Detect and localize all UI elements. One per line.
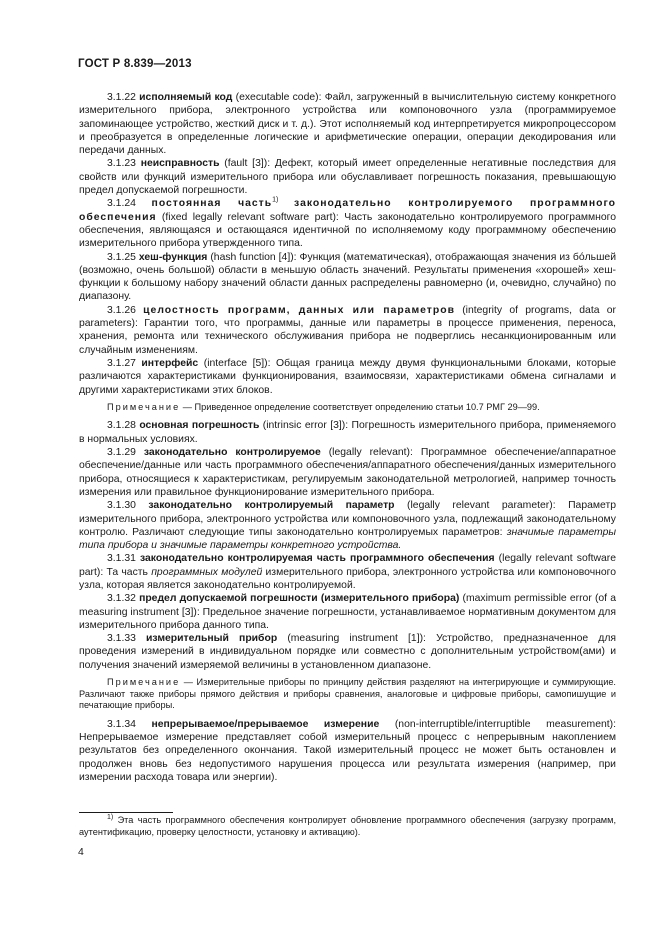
term-definition: (non-interruptible/interruptible measurement): Непрерываемое измерение представляет собой измерительный процесс с непрерывным накоплением результатов без определенного окончания. Такой измерительный процесс не может быть остановлен и продолжен вновь без недопустимого нарушения процесса или результата измерения (например, при измерении расхода товара или энергии). <box>79 718 616 784</box>
term-title: неисправность <box>140 158 220 170</box>
term-definition: (legally relevant parameter): Параметр измерительного прибора, электронного устройства или компоновочного узла, подлежащий законодательному контролю. Различают следующие типы законодательно контролируемых параметров: <box>79 500 616 538</box>
term-definition: (integrity of programs, data or parameters): Гарантии того, что программы, данные или параметры в процессе применения, переноса, хранения, ремонта или технического обслуживания прибора не подверглись несанкционированным или случайным изменениям. <box>79 304 616 356</box>
term-number: 3.1.22 <box>107 92 136 103</box>
term-title: хеш-функция <box>138 251 208 263</box>
note-label: Примечание <box>107 401 181 412</box>
term-3-1-29 <box>79 446 616 499</box>
term-3-1-32 <box>79 592 616 632</box>
term-definition: (maximum permissible error (of a measuring instrument [3]): Предельное значение погрешности, устанавливаемое нормативным документом для измерительного прибора данного типа. <box>79 593 617 631</box>
term-number: 3.1.24 <box>107 198 136 210</box>
term-3-1-22 <box>79 91 616 157</box>
term-number: 3.1.27 <box>107 357 136 369</box>
term-title: предел допускаемой погрешности (измерительного прибора) <box>139 593 460 605</box>
term-number: 3.1.25 <box>107 251 136 263</box>
term-title: интерфейс <box>141 357 199 369</box>
term-number: 3.1.31 <box>107 553 136 565</box>
term-title: законодательно контролируемый параметр <box>148 500 395 512</box>
term-3-1-33 <box>79 632 616 672</box>
term-definition: (intrinsic error [3]): Погрешность измерительного прибора, применяемого в нормальных условиях. <box>79 420 616 445</box>
term-title: основная погрешность <box>139 420 260 432</box>
page-number: 4 <box>78 847 84 858</box>
document-header: ГОСТ Р 8.839—2013 <box>78 58 192 70</box>
term-title: законодательно контролируемое <box>143 447 321 459</box>
note-2 <box>79 677 616 712</box>
term-3-1-28 <box>79 419 616 446</box>
term-number: 3.1.23 <box>107 158 136 170</box>
term-definition: (fault [3]): Дефект, который имеет определенные негативные последствия для свойств или функций измерительного прибора или обуславливает погрешность показания, превышающую предел допускаемой погрешности. <box>79 158 617 197</box>
term-3-1-34 <box>79 718 616 784</box>
term-emphasis: значимые параметры типа прибора и значимые параметры конкретного устройства. <box>79 526 616 552</box>
term-number: 3.1.30 <box>107 500 136 512</box>
term-definition: (executable code): Файл, загруженный в вычислительную систему конкретного измерительного прибора, электронного устройства или компоновочного узла (программируемое запоминающее устройство, жесткий диск и т. д.). Этот исполняемый код интерпретируется микропроцессором и преобразуется в определенные логические и арифметические операции, операции декодирования или передачи данных. <box>79 92 616 157</box>
term-3-1-31 <box>79 552 616 592</box>
term-definition: (interface [5]): Общая граница между двумя функциональными блоками, которые различаются характеристиками функционирования, взаимосвязи, характеристиками обмена сигналами и другими характеристиками этих блоков. <box>79 357 617 396</box>
term-title: непрерываемое/прерываемое измерение <box>151 718 380 730</box>
footnote-ref[interactable]: 1) <box>272 196 279 204</box>
note-1 <box>79 402 616 414</box>
term-title-continued: законодательно контролируемого программного обеспечения <box>79 198 616 223</box>
term-3-1-27 <box>79 357 616 397</box>
footnote-text: Эта часть программного обеспечения контролирует обновление программного обеспечения (загрузку программ, аутентификацию, проверку целостности, установку и активацию). <box>79 815 616 837</box>
note-text: — Измерительные приборы по принципу действия разделяют на интегрирующие и суммирующие. Различают также приборы прямого действия и приборы сравнения, аналоговые и цифровые приборы, самопишущие и печатающие приборы. <box>79 677 616 711</box>
term-definition: (measuring instrument [1]): Устройство, предназначенное для проведения измерений в индивидуальном порядке или совместно с дополнительным устройством(ами) и получения значений измеряемой величины в установленном диапазоне. <box>79 633 617 671</box>
note-label: Примечание <box>107 677 181 688</box>
note-text: — Приведенное определение соответствует определению статьи 10.7 РМГ 29—99. <box>182 401 540 412</box>
term-3-1-25 <box>79 251 616 304</box>
term-number: 3.1.33 <box>107 633 136 645</box>
term-3-1-30 <box>79 499 616 552</box>
term-number: 3.1.32 <box>107 593 136 605</box>
term-definition: (legally relevant software part): Та часть <box>79 553 617 578</box>
term-emphasis: программных модулей <box>151 566 263 578</box>
term-3-1-23 <box>79 157 616 197</box>
footnote-mark: 1) <box>107 813 114 821</box>
term-title: исполняемый код <box>139 92 233 103</box>
footnote <box>79 815 616 838</box>
term-3-1-24 <box>79 197 616 250</box>
term-definition: (fixed legally relevant software part): Часть законодательно контролируемого программного обеспечения, являющаяся и остающаяся идентичной по исполняемому коду программному обеспечению измерительного прибора утвержденного типа. <box>79 211 616 250</box>
footnote-divider <box>79 812 173 813</box>
term-number: 3.1.28 <box>107 420 136 432</box>
term-title: целостность программ, данных или параметров <box>143 304 455 316</box>
term-number: 3.1.26 <box>107 304 136 316</box>
term-number: 3.1.34 <box>107 718 136 730</box>
term-definition-continued: измерительного прибора, электронного устройства или компоновочного узла, которая является законодательно контролируемой. <box>79 566 616 591</box>
main-content <box>79 91 616 784</box>
term-title: постоянная часть <box>151 198 273 210</box>
term-definition: (hash function [4]): Функция (математическая), отображающая значения из бо́льшей (возможно, очень большой) области в меньшую область значений. Результаты применения «хорошей» хеш-функции к большому набору значений области данных распределены равномерно (и, очевидно, случайно) по диапазону. <box>79 251 617 303</box>
term-3-1-26 <box>79 304 616 357</box>
term-definition: (legally relevant): Программное обеспечение/аппаратное обеспечение/данные или часть программного обеспечения/аппаратного обеспечения/данных измерительного прибора, относящиеся к характеристикам, регулируемым законодательной метрологией, например точность измерения или правильное функционирование измерительного прибора. <box>79 447 617 498</box>
term-number: 3.1.29 <box>107 447 136 459</box>
term-title: измерительный прибор <box>146 633 278 645</box>
term-title: законодательно контролируемая часть программного обеспечения <box>140 553 495 565</box>
